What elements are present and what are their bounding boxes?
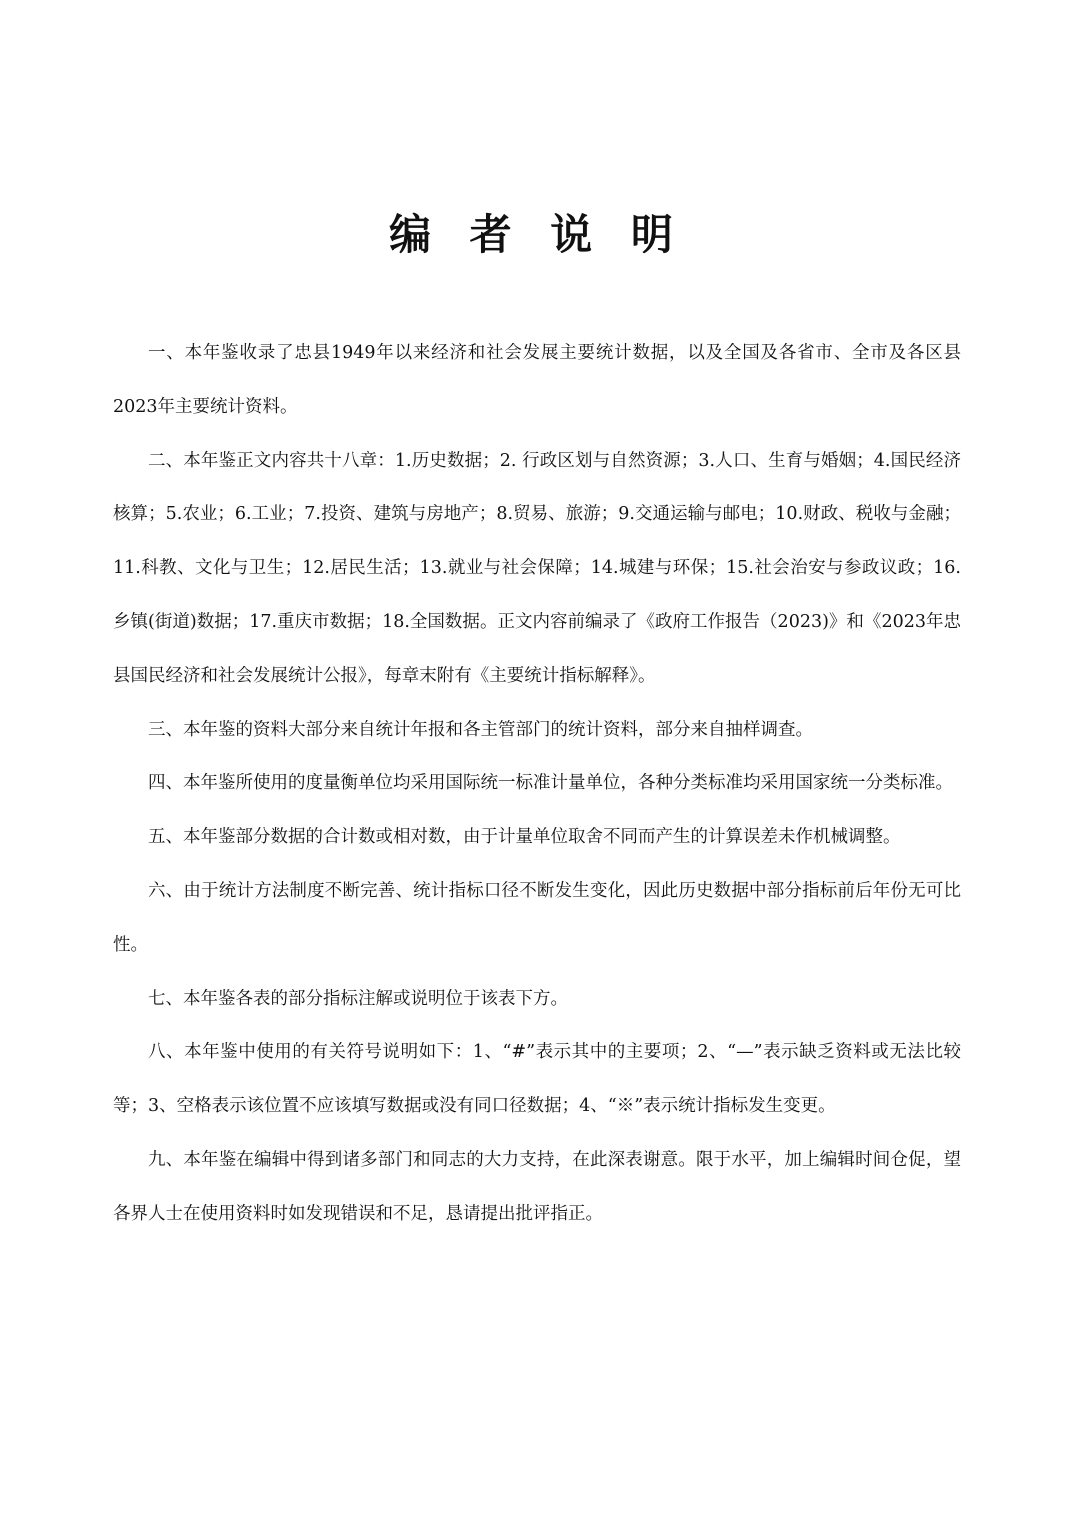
paragraph-8: 八、本年鉴中使用的有关符号说明如下：1、“#”表示其中的主要项；2、“—”表示缺乏资料或无法比较等；3、空格表示该位置不应该填写数据或没有同口径数据；4、“※”表示统计指标发生变更。 <box>113 1042 961 1117</box>
paragraph-6: 六、由于统计方法制度不断完善、统计指标口径不断发生变化，因此历史数据中部分指标前后年份无可比性。 <box>113 880 961 955</box>
page-title: 编 者 说 明 <box>389 210 685 259</box>
paragraph-4: 四、本年鉴所使用的度量衡单位均采用国际统一标准计量单位，各种分类标准均采用国家统一分类标准。 <box>148 773 953 794</box>
paragraph-5: 五、本年鉴部分数据的合计数或相对数，由于计量单位取舍不同而产生的计算误差未作机械调整。 <box>148 827 901 848</box>
paragraph-7: 七、本年鉴各表的部分指标注解或说明位于该表下方。 <box>148 988 568 1009</box>
document-body <box>113 327 961 1242</box>
paragraph-1: 一、本年鉴收录了忠县1949年以来经济和社会发展主要统计数据，以及全国及各省市、全市及各区县2023年主要统计资料。 <box>113 343 961 417</box>
paragraph-2: 二、本年鉴正文内容共十八章：1.历史数据；2. 行政区划与自然资源；3.人口、生育与婚姻；4.国民经济核算；5.农业；6.工业；7.投资、建筑与房地产；8.贸易、旅游；9.交通运输与邮电；10.财政、税收与金融；11.科教、文化与卫生；12.居民生活；13.就业与社会保障；14.城建与环保；15.社会治安与参政议政；16.乡镇(街道)数据；17.重庆市数据；18.全国数据。正文内容前编录了《政府工作报告（2023)》和《2023年忠县国民经济和社会发展统计公报》，每章末附有《主要统计指标解释》。 <box>113 450 961 686</box>
paragraph-9: 九、本年鉴在编辑中得到诸多部门和同志的大力支持，在此深表谢意。限于水平，加上编辑时间仓促，望各界人士在使用资料时如发现错误和不足，恳请提出批评指正。 <box>113 1149 961 1224</box>
paragraph-3: 三、本年鉴的资料大部分来自统计年报和各主管部门的统计资料，部分来自抽样调查。 <box>148 719 813 740</box>
